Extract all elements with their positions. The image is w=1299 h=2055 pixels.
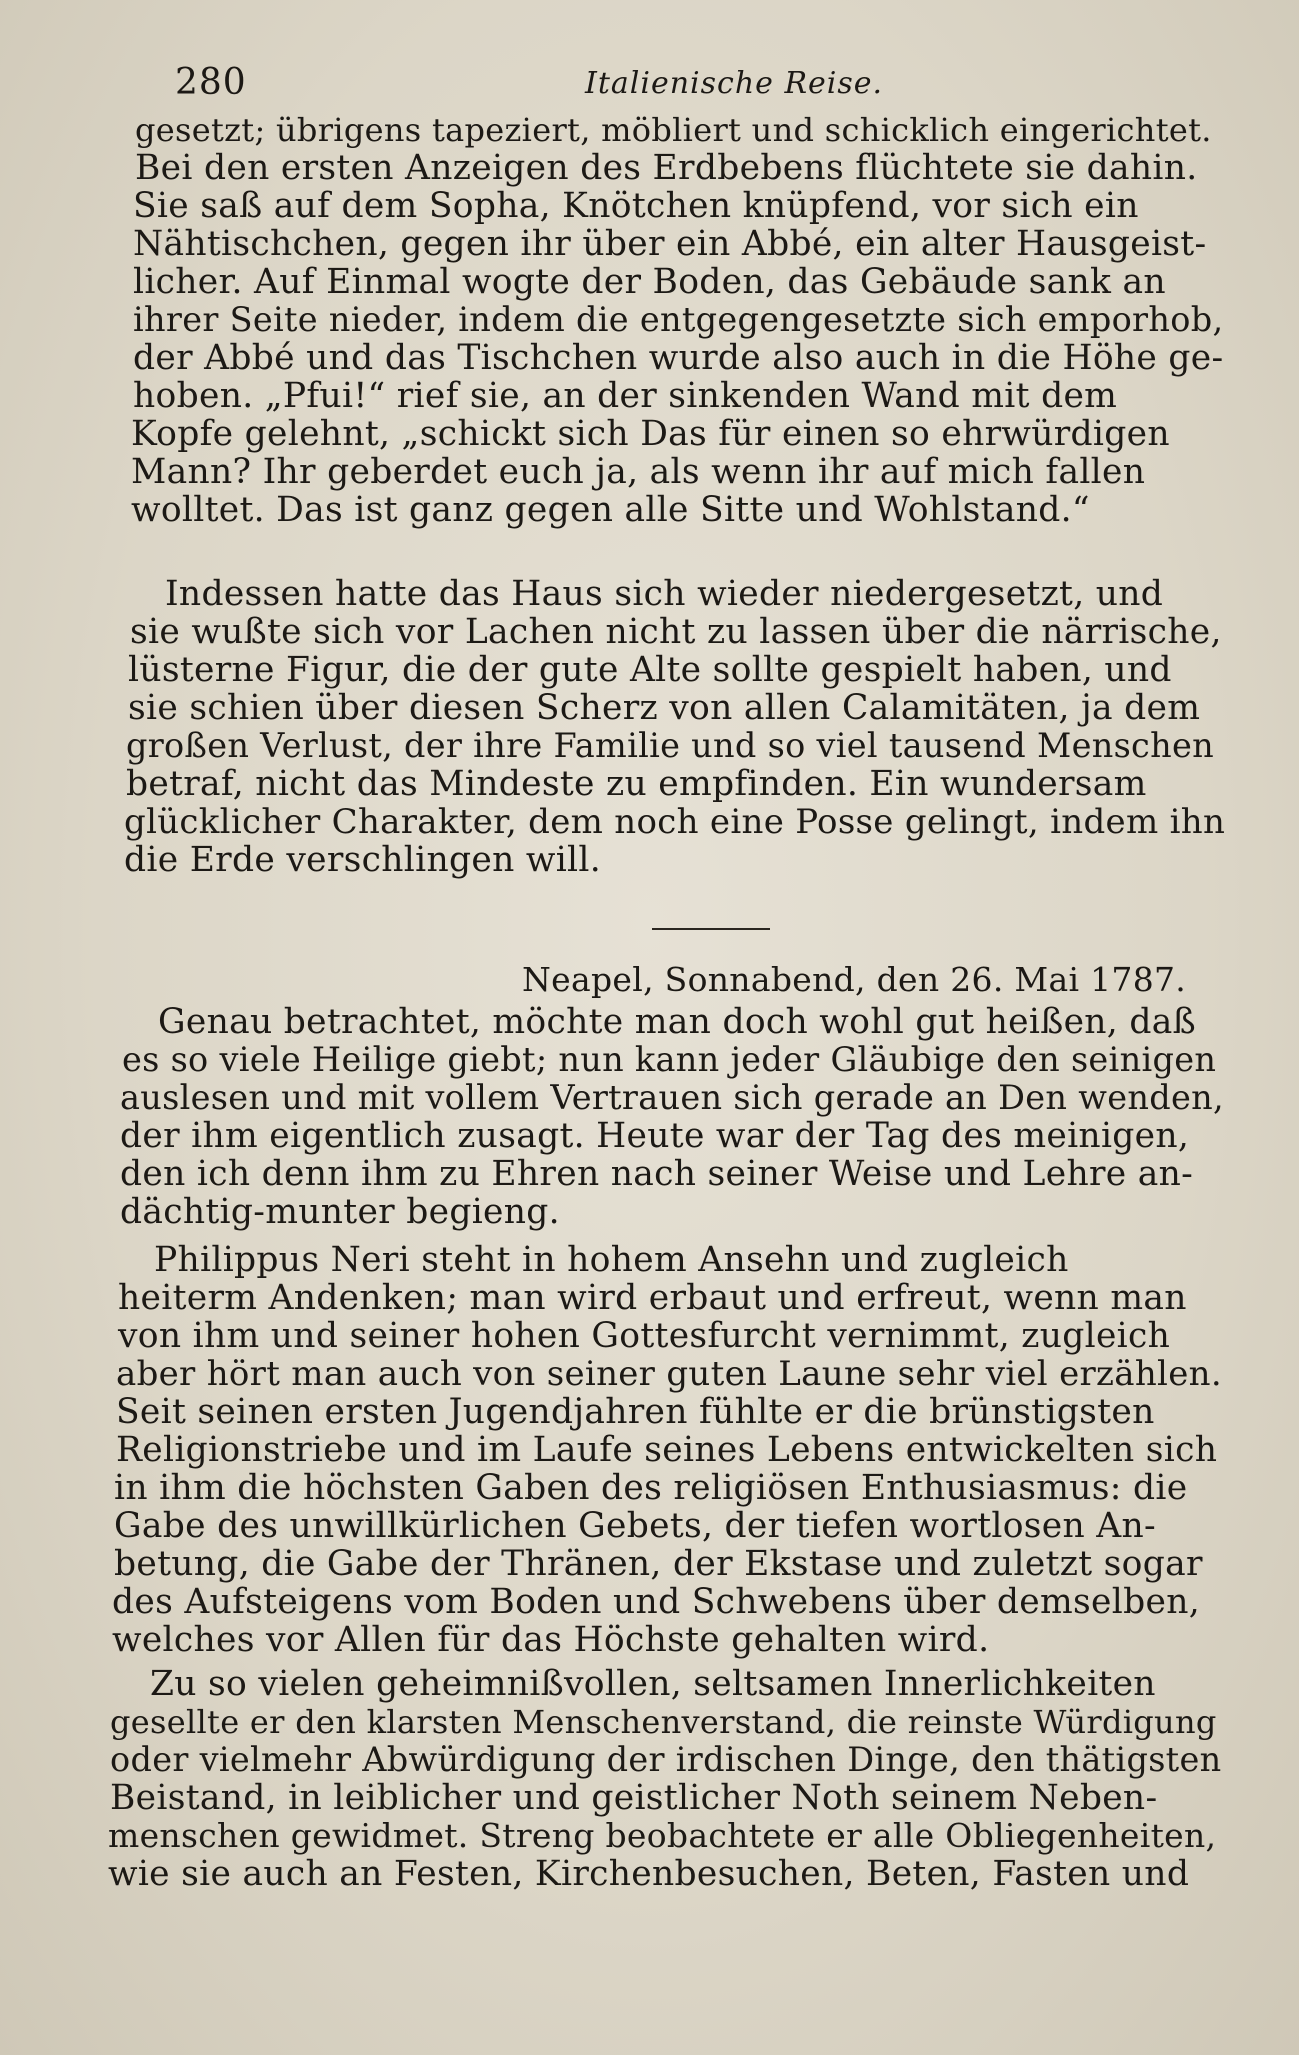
text-line: des Aufsteigens vom Boden und Schwebens über demselben, bbox=[112, 1582, 1200, 1622]
text-line: auslesen und mit vollem Vertrauen sich gerade an Den wenden, bbox=[120, 1078, 1224, 1117]
text-line: sie wußte sich vor Lachen nicht zu lassen über die närrische, bbox=[130, 612, 1222, 652]
running-title: Italienische Reise. bbox=[585, 66, 884, 101]
page-number: 280 bbox=[175, 62, 247, 103]
text-line: die Erde verschlingen will. bbox=[124, 840, 601, 880]
text-line: sie schien über diesen Scherz von allen Calamitäten, ja dem bbox=[128, 688, 1201, 728]
text-line: Indessen hatte das Haus sich wieder niedergesetzt, und bbox=[165, 574, 1164, 614]
text-line: wie sie auch an Festen, Kirchenbesuchen, Beten, Fasten und bbox=[108, 1854, 1190, 1894]
text-line: Zu so vielen geheimnißvollen, seltsamen Innerlichkeiten bbox=[150, 1664, 1156, 1704]
page-header bbox=[175, 62, 1215, 112]
section-divider bbox=[652, 928, 770, 930]
text-line: betraf, nicht das Mindeste zu empfinden. Ein wundersam bbox=[126, 764, 1147, 804]
text-line: heiterm Andenken; man wird erbaut und erfreut, wenn man bbox=[118, 1278, 1187, 1318]
text-line: glücklicher Charakter, dem noch eine Posse gelingt, indem ihn bbox=[124, 802, 1226, 842]
text-line: menschen gewidmet. Streng beobachtete er alle Obliegenheiten, bbox=[108, 1816, 1217, 1855]
text-line: ihrer Seite nieder, indem die entgegengesetzte sich emporhob, bbox=[133, 300, 1224, 339]
text-line: der Abbé und das Tischchen wurde also auch in die Höhe ge- bbox=[133, 338, 1224, 378]
text-line: Philippus Neri steht in hohem Ansehn und zugleich bbox=[154, 1240, 1069, 1280]
text-line: Bei den ersten Anzeigen des Erdbebens flüchtete sie dahin. bbox=[135, 148, 1198, 188]
text-line: welches vor Allen für das Höchste gehalten wird. bbox=[112, 1620, 990, 1660]
text-line: großen Verlust, der ihre Familie und so viel tausend Menschen bbox=[126, 726, 1214, 765]
text-line: gesetzt; übrigens tapeziert, möbliert und schicklich eingerichtet. bbox=[135, 111, 1212, 149]
text-line: gesellte er den klarsten Menschenverstand, die reinste Würdigung bbox=[110, 1703, 1217, 1741]
text-line: wolltet. Das ist ganz gegen alle Sitte und Wohlstand.“ bbox=[131, 490, 1090, 530]
text-line: der ihm eigentlich zusagt. Heute war der Tag des meinigen, bbox=[120, 1116, 1190, 1156]
text-line: dächtig-munter begieng. bbox=[120, 1192, 560, 1232]
text-line: Seit seinen ersten Jugendjahren fühlte er die brünstigsten bbox=[116, 1392, 1155, 1432]
text-line: hoben. „Pfui!“ rief sie, an der sinkenden Wand mit dem bbox=[133, 376, 1118, 416]
text-line: es so viele Heilige giebt; nun kann jeder Gläubige den seinigen bbox=[122, 1040, 1217, 1079]
text-line: oder vielmehr Abwürdigung der irdischen Dinge, den thätigsten bbox=[110, 1740, 1222, 1779]
text-line: betung, die Gabe der Thränen, der Ekstase und zuletzt sogar bbox=[114, 1544, 1203, 1584]
dateline: Neapel, Sonnabend, den 26. Mai 1787. bbox=[522, 960, 1187, 999]
text-line: licher. Auf Einmal wogte der Boden, das Gebäude sank an bbox=[133, 262, 1166, 302]
text-line: Kopfe gelehnt, „schickt sich Das für einen so ehrwürdigen bbox=[131, 414, 1170, 454]
text-line: Beistand, in leiblicher und geistlicher Noth seinem Neben- bbox=[110, 1778, 1158, 1818]
text-line: lüsterne Figur, die der gute Alte sollte gespielt haben, und bbox=[128, 650, 1172, 690]
text-line: aber hört man auch von seiner guten Laune sehr viel erzählen. bbox=[116, 1354, 1222, 1394]
text-line: Gabe des unwillkürlichen Gebets, der tiefen wortlosen An- bbox=[114, 1506, 1156, 1546]
text-line: von ihm und seiner hohen Gottesfurcht vernimmt, zugleich bbox=[118, 1316, 1171, 1356]
text-line: Religionstriebe und im Laufe seines Lebens entwickelten sich bbox=[116, 1430, 1218, 1470]
text-line: den ich denn ihm zu Ehren nach seiner Weise und Lehre an- bbox=[120, 1154, 1194, 1194]
text-line: in ihm die höchsten Gaben des religiösen Enthusiasmus: die bbox=[114, 1468, 1188, 1508]
text-line: Nähtischchen, gegen ihr über ein Abbé, ein alter Hausgeist- bbox=[133, 224, 1207, 264]
text-line: Sie saß auf dem Sopha, Knötchen knüpfend, vor sich ein bbox=[133, 186, 1139, 226]
text-line: Genau betrachtet, möchte man doch wohl gut heißen, daß bbox=[158, 1002, 1196, 1042]
text-line: Mann? Ihr geberdet euch ja, als wenn ihr auf mich fallen bbox=[131, 452, 1146, 492]
